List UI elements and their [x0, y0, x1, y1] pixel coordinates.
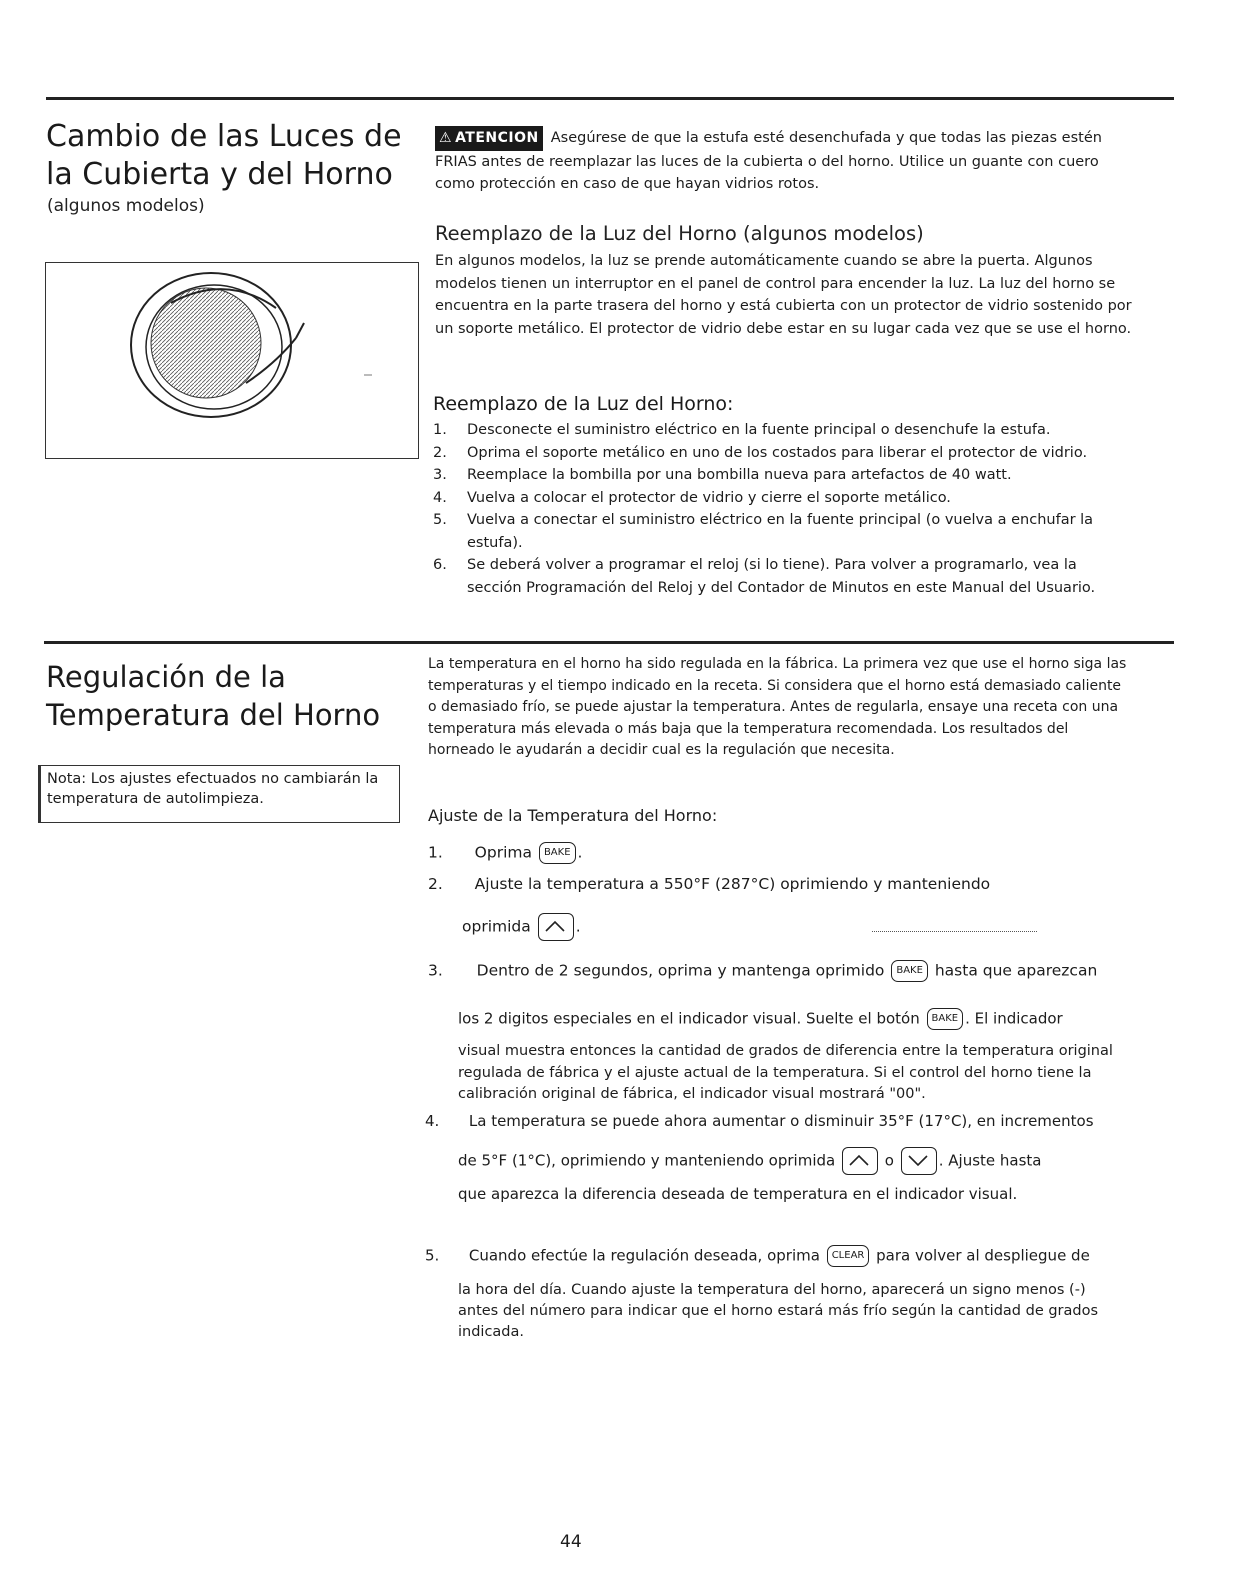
step-2: 2. Ajuste la temperatura a 550°F (287°C) oprimiendo y manteniendo — [428, 875, 991, 893]
light-steps-list — [433, 419, 1133, 599]
step-4-line2: de 5°F (1°C), oprimiendo y manteniendo oprimida o . Ajuste hasta — [458, 1147, 1042, 1175]
oven-light-icon — [46, 263, 418, 458]
up-arrow-key — [842, 1147, 878, 1175]
dotted-line — [872, 931, 1037, 932]
step-4: 4. La temperatura se puede ahora aumentar o disminuir 35°F (17°C), en incrementos — [425, 1112, 1094, 1130]
warning-paragraph — [435, 126, 1135, 196]
oven-light-illustration — [45, 262, 419, 459]
step-4-line3: que aparezca la diferencia deseada de temperatura en el indicador visual. — [458, 1185, 1018, 1203]
note-box: Nota: Los ajustes efectuados no cambiarán la temperatura de autolimpieza. — [38, 765, 400, 823]
bake-key: BAKE — [927, 1008, 964, 1030]
mid-divider — [44, 641, 1174, 644]
up-arrow-key — [538, 913, 574, 941]
warning-icon: ⚠ — [439, 130, 453, 146]
step-5-rest: la hora del día. Cuando ajuste la temperatura del horno, aparecerá un signo menos (-) antes del número para indicar que el horno estará más frío según la cantidad de grados indicada. — [458, 1282, 1099, 1340]
list-item: 3. Reemplace la bombilla por una bombilla nueva para artefactos de 40 watt. — [433, 467, 1012, 483]
step-3: 3. Dentro de 2 segundos, oprima y mantenga oprimido BAKE hasta que aparezcan — [428, 960, 1097, 982]
chevron-up-icon — [544, 919, 566, 933]
calibration-intro: La temperatura en el horno ha sido regulada en la fábrica. La primera vez que use el horno siga las temperaturas y el tiempo indicado en la receta. Si considera que el horno está demasiado caliente o demasiado frío, se puede ajustar la temperatura. Antes de regularla, ensaye una receta con una temperatura más elevada o más baja que la temperatura recomendada. Los resultados del horneado le ayudarán a decidir cual es la regulación que necesita. — [428, 656, 1127, 758]
section2-title-line2: Temperatura del Horno — [46, 698, 381, 732]
section-title-line1: Cambio de las Luces de — [46, 119, 402, 154]
list-item: 2. Oprima el soporte metálico en uno de los costados para liberar el protector de vidrio. — [433, 444, 1088, 461]
section-title-line2: la Cubierta y del Horno — [46, 157, 393, 192]
list-item: 1. Desconecte el suministro eléctrico en la fuente principal o desenchufe la estufa. — [433, 422, 1051, 438]
step-2-cont: oprimida . — [462, 913, 581, 941]
section2-title-line1: Regulación de la — [46, 660, 286, 694]
step-3-line2: los 2 digitos especiales en el indicador visual. Suelte el botón BAKE . El indicador — [458, 1008, 1063, 1030]
step-3-rest: visual muestra entonces la cantidad de grados de diferencia entre la temperatura original regulada de fábrica y el ajuste actual de la temperatura. Si el control del horno tiene la calibración original de fábrica, el indicador visual mostrará "00". — [458, 1043, 1113, 1102]
clear-key: CLEAR — [827, 1245, 870, 1267]
heading-oven-light-models: Reemplazo de la Luz del Horno (algunos modelos) — [435, 222, 924, 245]
bake-key: BAKE — [891, 960, 928, 982]
step-5: 5. Cuando efectúe la regulación deseada, oprima CLEAR para volver al despliegue de — [425, 1245, 1090, 1267]
section-subtitle: (algunos modelos) — [47, 196, 205, 216]
heading-adjust-temp: Ajuste de la Temperatura del Horno: — [428, 806, 718, 825]
warning-text: Asegúrese de que la estufa esté desenchufada y que todas las piezas estén FRIAS antes de reemplazar las luces de la cubierta o del horno. Utilice un guante con cuero como protección en caso de que hayan vidrios rotos. — [435, 130, 1102, 192]
list-item: 5. Vuelva a conectar el suministro eléctrico en la fuente principal (o vuelva a enchufar la estufa). — [433, 512, 1094, 551]
top-divider — [46, 97, 1174, 100]
page-number: 44 — [560, 1532, 582, 1552]
heading-oven-light-steps: Reemplazo de la Luz del Horno: — [433, 393, 734, 415]
chevron-down-icon — [907, 1153, 929, 1167]
warning-badge: ⚠ ATENCION — [435, 126, 543, 151]
down-arrow-key — [901, 1147, 937, 1175]
bake-key: BAKE — [539, 842, 576, 864]
list-item: 4. Vuelva a colocar el protector de vidrio y cierre el soporte metálico. — [433, 489, 951, 506]
oven-light-paragraph: En algunos modelos, la luz se prende automáticamente cuando se abre la puerta. Algunos modelos tienen un interruptor en el panel de control para encender la luz. La luz del horno se encuentra en la parte trasera del horno y está cubierta con un protector de vidrio sostenido por un soporte metálico. El protector de vidrio debe estar en su lugar cada vez que se use el horno. — [435, 253, 1132, 337]
step-1: 1. Oprima BAKE . — [428, 842, 582, 864]
list-item: 6. Se deberá volver a programar el reloj (si lo tiene). Para volver a programarlo, vea la sección Programación del Reloj y del Contador de Minutos en este Manual del Usuario. — [433, 557, 1096, 596]
chevron-up-icon — [848, 1153, 870, 1167]
